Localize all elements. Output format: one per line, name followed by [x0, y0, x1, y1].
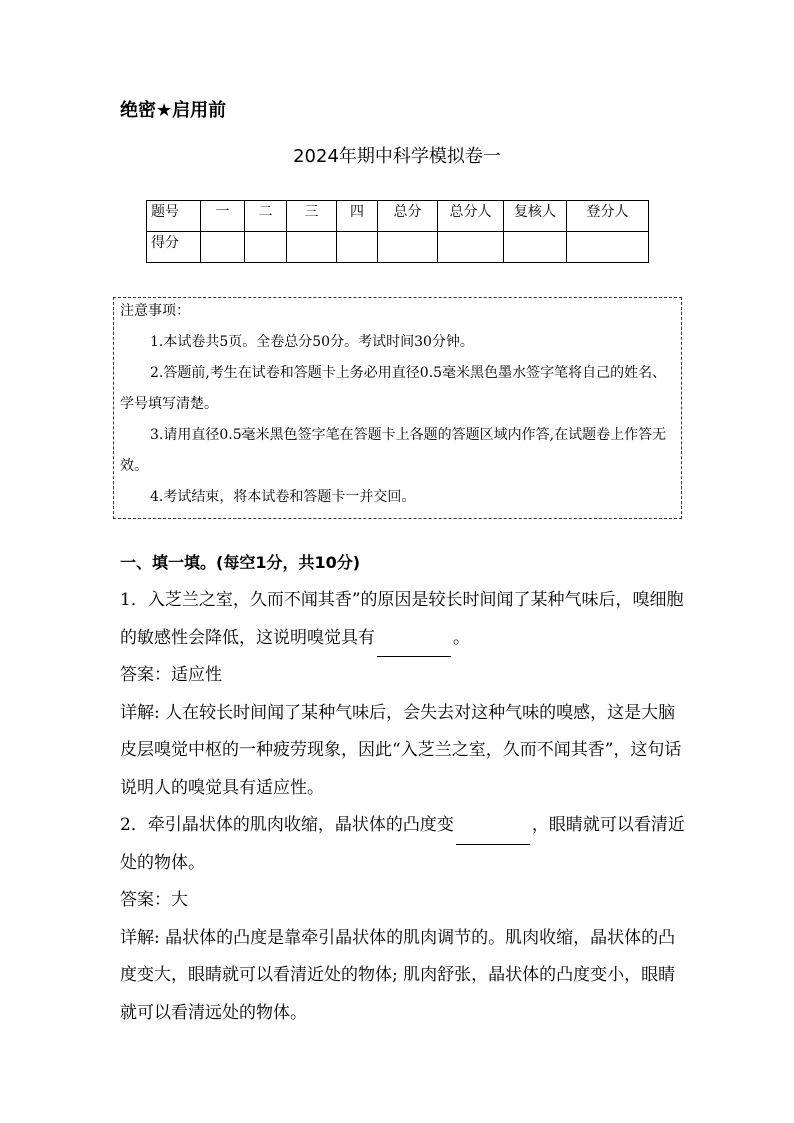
- score-table-header-row: [147, 201, 649, 232]
- score-cell: [201, 232, 245, 263]
- question-text-end: ，眼睛就可以看清近处的物体。: [120, 815, 685, 873]
- score-header-cell: 四: [337, 201, 378, 232]
- explanation-1: 详解: 人在较长时间闻了某种气味后，会失去对这种气味的嗅感，这是大脑皮层嗅觉中枢的一种疲劳现象，因此“入芝兰之室，久而不闻其香”，这句话说明人的嗅觉具有适应性。: [120, 702, 682, 798]
- notice-item: 4.考试结束，将本试卷和答题卡一并交回。: [150, 489, 416, 505]
- score-header-cell: 二: [245, 201, 287, 232]
- score-cell: [287, 232, 337, 263]
- score-header-cell: 登分人: [567, 201, 649, 232]
- score-header-cell: 总分人: [438, 201, 504, 232]
- score-cell: [504, 232, 567, 263]
- score-header-cell: 题号: [147, 201, 201, 232]
- score-cell: [567, 232, 649, 263]
- question-text-end: 。: [453, 627, 470, 648]
- question-2: [120, 807, 685, 882]
- score-header-cell: 总分: [378, 201, 438, 232]
- notice-item: 3.请用直径0.5毫米黑色签字笔在答题卡上各题的答题区域内作答,在试题卷上作答无效。: [120, 427, 667, 474]
- section-title: 一、填一填。(每空1分，共10分): [120, 553, 361, 572]
- answer-2: 答案：大: [120, 890, 188, 910]
- score-table: [146, 200, 649, 263]
- question-text: 1．入芝兰之室，久而不闻其香”的原因是较长时间闻了某种气味后，嗅细胞的敏感性会降低，这说明嗅觉具有: [120, 590, 684, 648]
- notice-title: 注意事项：: [120, 303, 190, 319]
- question-text: 2．牵引晶状体的肌肉收缩，晶状体的凸度变: [120, 815, 454, 835]
- confidential-label: 绝密★启用前: [120, 100, 227, 121]
- score-row-label: 得分: [147, 232, 201, 263]
- score-cell: [337, 232, 378, 263]
- notice-box: [113, 297, 682, 519]
- score-cell: [438, 232, 504, 263]
- score-header-cell: 三: [287, 201, 337, 232]
- notice-item: 2.答题前,考生在试卷和答题卡上务必用直径0.5毫米黑色墨水签字笔将自己的姓名、学号填写清楚。: [120, 365, 667, 412]
- score-cell: [245, 232, 287, 263]
- answer-1: 答案：适应性: [120, 665, 222, 685]
- section-body: [120, 582, 685, 1032]
- question-1: [120, 582, 685, 657]
- score-cell: [378, 232, 438, 263]
- score-table-score-row: [147, 232, 649, 263]
- answer-blank: [456, 822, 530, 845]
- explanation-2: 详解: 晶状体的凸度是靠牵引晶状体的肌肉调节的。肌肉收缩，晶状体的凸度变大，眼睛就可以看清近处的物体; 肌肉舒张，晶状体的凸度变小，眼睛就可以看清远处的物体。: [120, 927, 676, 1023]
- score-header-cell: 一: [201, 201, 245, 232]
- notice-item: 1.本试卷共5页。全卷总分50分。考试时间30分钟。: [150, 334, 474, 350]
- score-header-cell: 复核人: [504, 201, 567, 232]
- exam-title: 2024年期中科学模拟卷一: [293, 146, 501, 167]
- answer-blank: [377, 634, 451, 657]
